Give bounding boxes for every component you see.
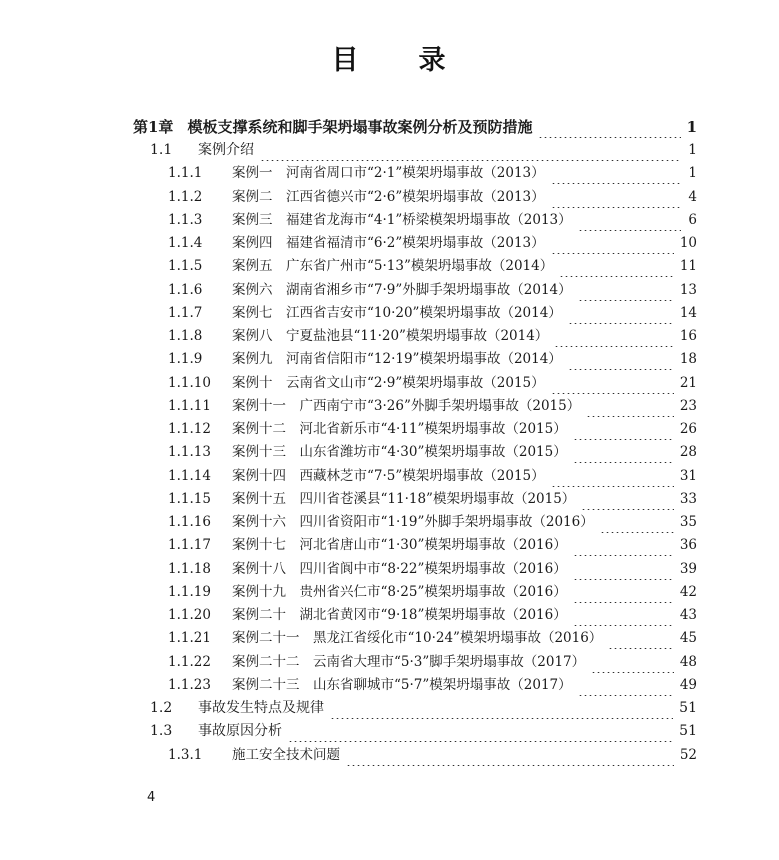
dot-leader bbox=[608, 627, 674, 649]
entry-title: 案例十一 广西南宁市“3·26”外脚手架坍塌事故（2015） bbox=[232, 397, 581, 414]
dot-leader bbox=[551, 465, 674, 487]
entry-number: 1.1.15 bbox=[168, 490, 211, 507]
entry-number: 1.2 bbox=[150, 700, 173, 716]
toc-section-entry[interactable] bbox=[150, 697, 697, 719]
entry-title: 案例十九 贵州省兴仁市“8·25”模架坍塌事故（2016） bbox=[232, 583, 567, 600]
toc-subsection-entry[interactable] bbox=[168, 511, 697, 533]
dot-leader bbox=[551, 372, 674, 394]
dot-leader bbox=[578, 279, 674, 301]
dot-leader bbox=[346, 744, 674, 766]
dot-leader bbox=[559, 255, 674, 277]
chapter-title: 模板支撑系统和脚手架坍塌事故案例分析及预防措施 bbox=[187, 118, 533, 136]
toc-subsection-entry[interactable] bbox=[168, 255, 697, 277]
dot-leader bbox=[554, 325, 674, 347]
entry-title: 案例二十三 山东省聊城市“5·7”模架坍塌事故（2017） bbox=[232, 676, 572, 693]
entry-page: 23 bbox=[679, 397, 697, 414]
page-title bbox=[0, 38, 779, 77]
entry-number: 1.1 bbox=[150, 142, 173, 158]
entry-title: 案例六 湖南省湘乡市“7·9”外脚手架坍塌事故（2014） bbox=[232, 281, 572, 298]
entry-title: 案例二十二 云南省大理市“5·3”脚手架坍塌事故（2017） bbox=[232, 653, 586, 670]
toc-subsection-entry[interactable] bbox=[168, 418, 697, 440]
toc-subsection-entry[interactable] bbox=[168, 348, 697, 370]
toc-subsection-entry[interactable] bbox=[168, 209, 697, 231]
entry-title: 案例七 江西省吉安市“10·20”模架坍塌事故（2014） bbox=[232, 304, 562, 321]
entry-page: 51 bbox=[679, 700, 697, 716]
entry-page: 11 bbox=[679, 258, 697, 275]
entry-number: 1.3.1 bbox=[168, 746, 203, 763]
entry-page: 26 bbox=[679, 421, 697, 437]
dot-leader bbox=[573, 604, 674, 626]
toc-section-entry[interactable] bbox=[150, 720, 697, 742]
dot-leader bbox=[538, 116, 680, 138]
toc-subsection-entry[interactable] bbox=[168, 558, 697, 580]
entry-page: 31 bbox=[679, 467, 697, 484]
dot-leader bbox=[568, 348, 674, 370]
entry-page: 21 bbox=[679, 374, 697, 391]
entry-title: 案例十二 河北省新乐市“4·11”模架坍塌事故（2015） bbox=[232, 421, 567, 437]
entry-page: 28 bbox=[679, 444, 697, 461]
toc-subsection-entry[interactable] bbox=[168, 232, 697, 254]
entry-title: 案例十七 河北省唐山市“1·30”模架坍塌事故（2016） bbox=[232, 537, 567, 554]
entry-page: 52 bbox=[679, 746, 697, 763]
entry-title: 事故原因分析 bbox=[198, 723, 282, 740]
entry-number: 1.1.7 bbox=[168, 304, 203, 321]
entry-number: 1.1.23 bbox=[168, 676, 211, 693]
entry-title: 案例八 宁夏盐池县“11·20”模架坍塌事故（2014） bbox=[232, 328, 549, 344]
dot-leader bbox=[551, 162, 681, 184]
chapter-page: 1 bbox=[686, 118, 697, 136]
dot-leader bbox=[288, 720, 673, 742]
entry-page: 49 bbox=[679, 676, 697, 693]
dot-leader bbox=[551, 186, 681, 208]
entry-number: 1.1.14 bbox=[168, 467, 211, 484]
entry-number: 1.1.9 bbox=[168, 351, 203, 368]
entry-page: 45 bbox=[679, 630, 697, 647]
entry-number: 1.1.10 bbox=[168, 374, 211, 391]
entry-page: 14 bbox=[679, 304, 697, 321]
toc-subsection-entry[interactable] bbox=[168, 674, 697, 696]
chapter-number: 第1章 bbox=[133, 118, 174, 136]
entry-page: 1 bbox=[688, 142, 697, 158]
entry-title: 案例十四 西藏林芝市“7·5”模架坍塌事故（2015） bbox=[232, 467, 545, 484]
dot-leader bbox=[591, 651, 674, 673]
entry-number: 1.1.12 bbox=[168, 421, 211, 437]
entry-number: 1.1.4 bbox=[168, 235, 203, 251]
dot-leader bbox=[573, 441, 674, 463]
entry-number: 1.1.19 bbox=[168, 583, 211, 600]
entry-title: 案例介绍 bbox=[198, 142, 254, 158]
dot-leader bbox=[573, 558, 674, 580]
entry-title: 案例四 福建省福清市“6·2”模架坍塌事故（2013） bbox=[232, 235, 545, 251]
toc-subsection-entry[interactable] bbox=[168, 372, 697, 394]
entry-title: 案例二 江西省德兴市“2·6”模架坍塌事故（2013） bbox=[232, 188, 545, 205]
dot-leader bbox=[551, 232, 674, 254]
toc-subsection-entry[interactable] bbox=[168, 186, 697, 208]
entry-page: 42 bbox=[679, 583, 697, 600]
entry-number: 1.1.3 bbox=[168, 211, 203, 228]
entry-title: 案例十六 四川省资阳市“1·19”外脚手架坍塌事故（2016） bbox=[232, 514, 594, 530]
entry-number: 1.1.8 bbox=[168, 328, 203, 344]
entry-page: 51 bbox=[679, 723, 697, 740]
entry-number: 1.1.2 bbox=[168, 188, 203, 205]
entry-title: 案例二十一 黑龙江省绥化市“10·24”模架坍塌事故（2016） bbox=[232, 630, 603, 647]
entry-page: 36 bbox=[679, 537, 697, 554]
entry-page: 10 bbox=[679, 235, 697, 251]
dot-leader bbox=[573, 581, 674, 603]
entry-title: 案例十八 四川省阆中市“8·22”模架坍塌事故（2016） bbox=[232, 560, 567, 577]
toc-subsection-entry[interactable] bbox=[168, 488, 697, 510]
toc-subsection-entry[interactable] bbox=[168, 279, 697, 301]
entry-title: 案例十五 四川省苍溪县“11·18”模架坍塌事故（2015） bbox=[232, 490, 576, 507]
entry-title: 事故发生特点及规律 bbox=[198, 700, 324, 716]
entry-title: 施工安全技术问题 bbox=[232, 746, 340, 763]
entry-number: 1.1.21 bbox=[168, 630, 211, 647]
dot-leader bbox=[581, 488, 674, 510]
entry-number: 1.1.6 bbox=[168, 281, 203, 298]
entry-title: 案例五 广东省广州市“5·13”模架坍塌事故（2014） bbox=[232, 258, 554, 275]
entry-page: 18 bbox=[679, 351, 697, 368]
dot-leader bbox=[586, 395, 674, 417]
entry-number: 1.1.17 bbox=[168, 537, 211, 554]
toc-subsection-entry[interactable] bbox=[168, 651, 697, 673]
entry-title: 案例十 云南省文山市“2·9”模架坍塌事故（2015） bbox=[232, 374, 545, 391]
entry-page: 35 bbox=[679, 514, 697, 530]
entry-page: 4 bbox=[688, 188, 697, 205]
dot-leader bbox=[573, 534, 674, 556]
entry-number: 1.1.13 bbox=[168, 444, 211, 461]
entry-title: 案例十三 山东省潍坊市“4·30”模架坍塌事故（2015） bbox=[232, 444, 567, 461]
dot-leader bbox=[568, 302, 674, 324]
entry-page: 48 bbox=[679, 653, 697, 670]
entry-title: 案例二十 湖北省黄冈市“9·18”模架坍塌事故（2016） bbox=[232, 607, 567, 623]
page-number: 4 bbox=[147, 790, 156, 805]
entry-page: 39 bbox=[679, 560, 697, 577]
toc-subsection-entry[interactable] bbox=[168, 465, 697, 487]
entry-title: 案例三 福建省龙海市“4·1”桥梁模架坍塌事故（2013） bbox=[232, 211, 572, 228]
dot-leader bbox=[260, 139, 681, 161]
toc-section-entry[interactable] bbox=[150, 139, 697, 161]
entry-number: 1.1.5 bbox=[168, 258, 203, 275]
title-char-left: 目 bbox=[331, 45, 361, 76]
entry-number: 1.3 bbox=[150, 723, 173, 740]
toc-subsection-entry[interactable] bbox=[168, 534, 697, 556]
toc-subsection-entry[interactable] bbox=[168, 162, 697, 184]
dot-leader bbox=[578, 209, 681, 231]
entry-number: 1.1.1 bbox=[168, 165, 203, 182]
entry-number: 1.1.18 bbox=[168, 560, 211, 577]
toc-subsection-entry[interactable] bbox=[168, 604, 697, 626]
entry-number: 1.1.16 bbox=[168, 514, 211, 530]
entry-number: 1.1.11 bbox=[168, 397, 211, 414]
toc-subsection-entry[interactable] bbox=[168, 395, 697, 417]
entry-page: 6 bbox=[688, 211, 697, 228]
toc-chapter-entry[interactable] bbox=[133, 116, 697, 138]
toc-subsection-entry[interactable] bbox=[168, 302, 697, 324]
entry-title: 案例一 河南省周口市“2·1”模架坍塌事故（2013） bbox=[232, 165, 545, 182]
entry-page: 13 bbox=[679, 281, 697, 298]
entry-number: 1.1.20 bbox=[168, 607, 211, 623]
dot-leader bbox=[578, 674, 674, 696]
dot-leader bbox=[573, 418, 674, 440]
entry-title: 案例九 河南省信阳市“12·19”模架坍塌事故（2014） bbox=[232, 351, 562, 368]
title-char-right: 录 bbox=[418, 45, 448, 76]
toc-subsection-entry[interactable] bbox=[168, 744, 697, 766]
entry-page: 43 bbox=[679, 607, 697, 623]
entry-page: 33 bbox=[679, 490, 697, 507]
entry-number: 1.1.22 bbox=[168, 653, 211, 670]
entry-page: 1 bbox=[688, 165, 697, 182]
toc-subsection-entry[interactable] bbox=[168, 627, 697, 649]
toc-subsection-entry[interactable] bbox=[168, 441, 697, 463]
entry-page: 16 bbox=[679, 328, 697, 344]
toc-subsection-entry[interactable] bbox=[168, 581, 697, 603]
dot-leader bbox=[600, 511, 674, 533]
dot-leader bbox=[330, 697, 673, 719]
toc-subsection-entry[interactable] bbox=[168, 325, 697, 347]
